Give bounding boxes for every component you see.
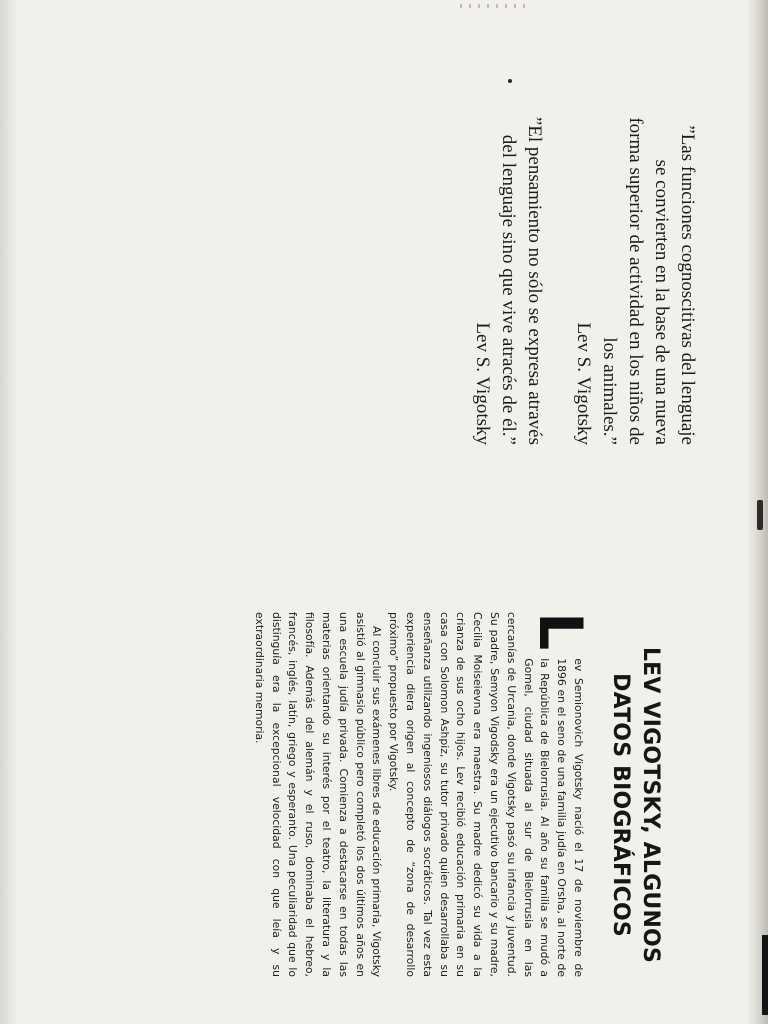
epigraph-line: del lenguaje sino que vive atracés de él.” xyxy=(498,134,519,445)
epigraph-line: ”Las funciones cognoscitivas del lenguaje xyxy=(677,125,698,445)
article-title-line: LEV VIGOTSKY, ALGUNOS xyxy=(638,646,663,964)
epigraph-line: los animales.” xyxy=(599,337,620,445)
scan-edge-bar xyxy=(762,935,768,1015)
article-body xyxy=(250,612,595,977)
gutter-mark xyxy=(757,500,763,530)
epigraph-line: forma superior de actividad en los niños de xyxy=(625,117,646,445)
article-paragraph: ev Semionovich Vigotsky nació el 17 de noviembre de 1896 en el seno de una familia judía en Orsha, al norte de la República de Bielorrusia. Al año su familia se mudó a Gomel, ciudad situada al sur de Bielorrusia en las cercanías de Urcania, donde Vigotsky pasó su infancia y juventud. Su padre, Semyon Vigodsky era un ejecutivo bancario y su madre, Cecilia Moiseievna era maestra. Su madre dedicó su vida a la crianza de sus ocho hijos. Lev recibió educación primaria en su casa con Solomon Ashpiz, su tutor privado quien desarrollaba su enseñanza utilizando ingeniosos diálogos socráticos. Tal vez esta experiencia diera origen al concepto de “zona de desarrollo próximo” propuesto por Vigotsky. xyxy=(387,612,585,977)
epigraph-line: se convierten en la base de una nueva xyxy=(651,159,672,445)
drop-cap: L xyxy=(525,612,595,651)
epigraph-1 xyxy=(570,100,700,445)
article-paragraph: Al concluir sus exámenes libres de educación primaria, Vigotsky asistió al gimnasio público pero completó los dos últimos años en una escuela judía privada. Comienza a destacarse en todas las materias orientando su interés por el teatro, la literatura y la filosofía. Además del alemán y el ruso, dominaba el hebreo, francés, inglés, latín, griego y esperanto. Una peculiaridad que lo distinguía era la excepcional velocidad con que leía y su extraordinaria memoria. xyxy=(252,612,384,977)
scan-edge-left xyxy=(0,0,18,1024)
epigraph-author: Lev S. Vigotsky xyxy=(472,322,493,445)
epigraph-author: Lev S. Vigotsky xyxy=(573,322,594,445)
article-title xyxy=(605,610,665,1000)
epigraph-2 xyxy=(469,100,547,445)
epigraph-line: ”El pensamiento no sólo se expresa através xyxy=(524,116,545,445)
scan-specks xyxy=(460,4,530,8)
article-title-line: DATOS BIOGRÁFICOS xyxy=(608,673,633,937)
bullet-dot xyxy=(508,79,512,83)
